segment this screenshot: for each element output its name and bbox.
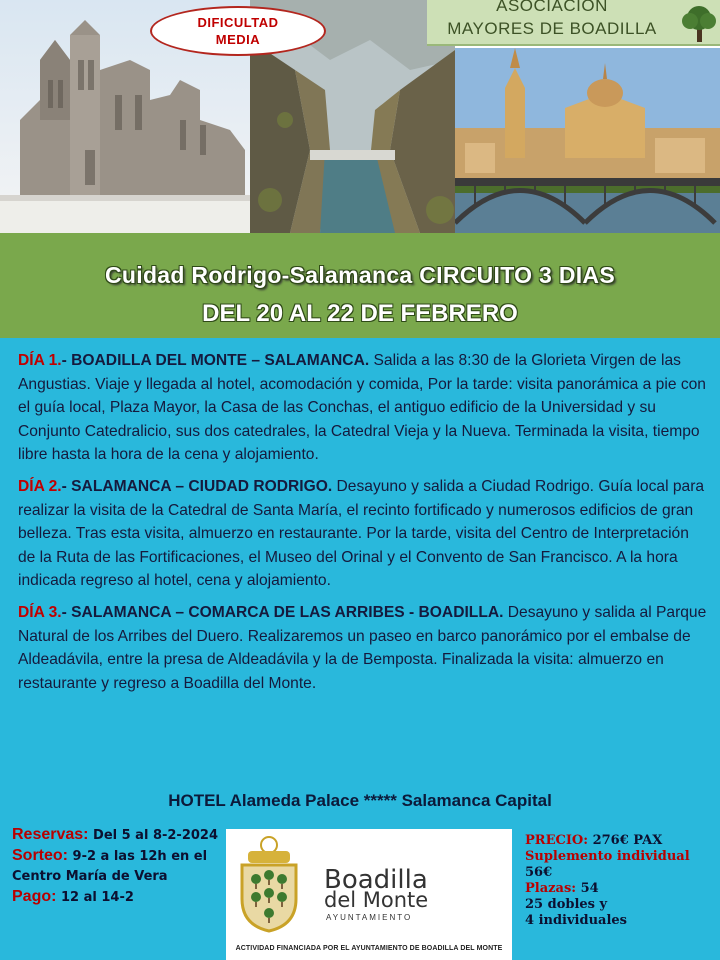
day-label: DÍA 3.	[18, 603, 62, 621]
day-text: Salida a las 8:30 de la Glorieta Virgen de las Angustias. Viaje y llegada al hotel, acomodación y comida, Por la tarde: visita panorámica a pie con el guía local, Plaza Mayor, la Casa de las Conchas, el antiguo edificio de la Universidad y su Conjunto Catedralicio, sus dos catedrales, la Catedral Vieja y la Nueva. Terminada la visita, tiempo libre hasta la hora de la cena y alojamiento.	[18, 352, 706, 464]
day-heading: - SALAMANCA – CIUDAD RODRIGO.	[61, 477, 333, 495]
association-line1: ASOCIACION	[496, 0, 608, 15]
sponsor-panel	[226, 829, 512, 960]
sorteo-label: Sorteo:	[12, 847, 68, 864]
coat-of-arms-icon	[234, 835, 304, 933]
day-text: Desayuno y salida al Parque Natural de los Arribes del Duero. Realizaremos un paseo en barco panorámico por el embalse de Aldeadávila, entre la presa de Aldeadávila y la de Bemposta. Finalizada la visita: almuerzo en restaurante y regreso a Boadilla del Monte.	[18, 603, 707, 692]
day-label: DÍA 1.	[18, 352, 62, 369]
itinerary-day-2	[18, 475, 708, 593]
footer-info	[0, 825, 720, 960]
pago-value: 12 al 14-2	[56, 890, 134, 905]
page-dates: DEL 20 AL 22 DE FEBRERO	[202, 300, 518, 327]
itinerary-day-1	[18, 349, 708, 467]
page-title: Cuidad Rodrigo-Salamanca CIRCUITO 3 DIAS	[105, 262, 615, 288]
tree-icon	[679, 2, 719, 44]
sponsor-name-line2: del Monte	[324, 888, 429, 912]
suplemento-value: 56€	[525, 865, 553, 880]
booking-info	[12, 825, 224, 908]
plazas-label: Plazas:	[525, 881, 577, 896]
plazas-value: 54	[576, 881, 599, 896]
itinerary-day-3	[18, 601, 708, 695]
suplemento-label: Suplemento individual	[525, 849, 690, 864]
sponsor-name-line1: Boadilla	[324, 865, 428, 895]
reservas-label: Reservas:	[12, 826, 89, 843]
hotel-info: HOTEL Alameda Palace ***** Salamanca Capital	[168, 791, 552, 810]
difficulty-line2: MEDIA	[215, 32, 261, 47]
association-banner	[427, 0, 720, 46]
salamanca-bridge-photo	[455, 48, 720, 233]
plazas-detail-1: 25 dobles y	[525, 897, 608, 912]
price-info	[525, 833, 715, 929]
pago-label: Pago:	[12, 888, 57, 905]
funding-note: ACTIVIDAD FINANCIADA POR EL AYUNTAMIENTO DE BOADILLA DEL MONTE	[235, 945, 503, 952]
day-heading: - SALAMANCA – COMARCA DE LAS ARRIBES - BOADILLA.	[61, 603, 504, 621]
sponsor-subtitle: AYUNTAMIENTO	[326, 913, 413, 922]
difficulty-line1: DIFICULTAD	[197, 15, 279, 30]
header-photos	[0, 0, 720, 233]
precio-value: 276€ PAX	[588, 833, 663, 848]
reservas-value: Del 5 al 8-2-2024	[88, 828, 219, 843]
day-label: DÍA 2.	[18, 477, 62, 495]
precio-label: PRECIO:	[525, 833, 589, 848]
difficulty-badge	[150, 6, 326, 56]
plazas-detail-2: 4 individuales	[525, 913, 627, 928]
day-text: Desayuno y salida a Ciudad Rodrigo. Guía local para realizar la visita de la Catedral de Santa María, el recinto fortificado y numerosos edificios de gran belleza. Tras esta visita, almuerzo en restaurante. Por la tarde, visita del Centro de Interpretación de la Ruta de las Fortificaciones, el Museo del Orinal y el Convento de San Francisco. A la hora indicada regreso al hotel, cena y alojamiento.	[18, 477, 705, 590]
day-heading: - BOADILLA DEL MONTE – SALAMANCA.	[61, 352, 370, 369]
sorteo-value: 9-2 a las 12h en el Centro María de Vera	[12, 849, 208, 884]
association-line2: MAYORES DE BOADILLA	[447, 19, 657, 38]
itinerary	[18, 349, 708, 703]
